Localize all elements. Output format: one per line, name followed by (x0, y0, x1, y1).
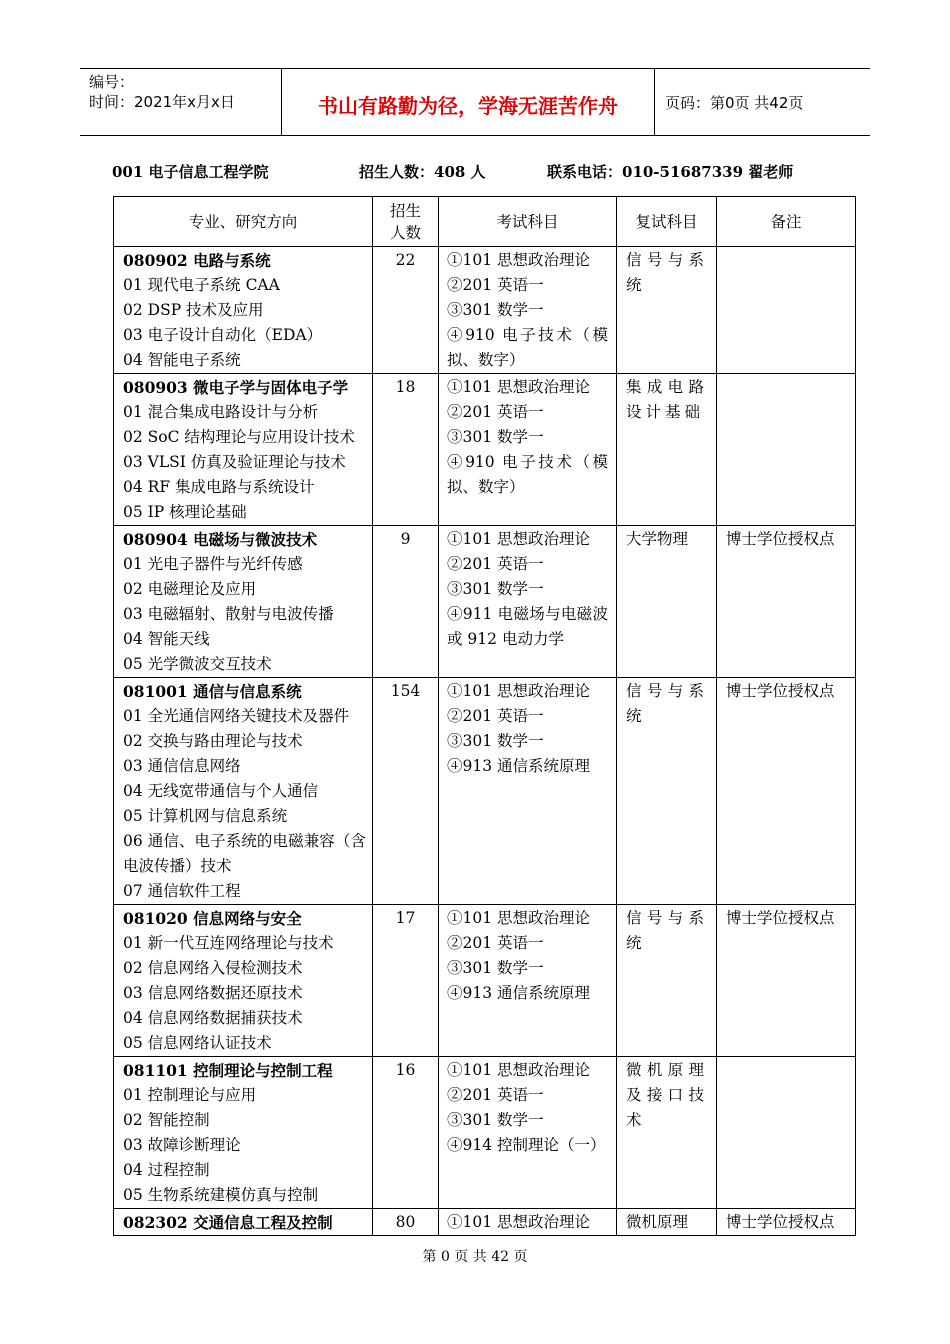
exams-cell (439, 1057, 617, 1209)
retest-cell: 信号与系统 (617, 905, 717, 1057)
note-cell: 博士学位授权点 (717, 678, 856, 905)
exam-subject: ③301 数学一 (447, 1111, 544, 1129)
research-direction: 03 信息网络数据还原技术 (123, 984, 303, 1002)
header-count (373, 197, 439, 247)
exam-subject: ①101 思想政治理论 (447, 1061, 591, 1079)
research-direction: 03 故障诊断理论 (123, 1136, 241, 1154)
exam-subject: ③301 数学一 (447, 959, 544, 977)
exam-subject: ②201 英语一 (447, 555, 544, 573)
exam-subject: ①101 思想政治理论 (447, 530, 591, 548)
research-direction: 02 DSP 技术及应用 (123, 301, 264, 319)
count-cell: 16 (373, 1057, 439, 1209)
note-cell (717, 247, 856, 374)
exam-subject: ④910 电子技术（模拟、数字） (447, 453, 608, 496)
school-info (112, 161, 852, 183)
major-name: 082302 交通信息工程及控制 (123, 1213, 333, 1232)
research-direction: 03 VLSI 仿真及验证理论与技术 (123, 453, 346, 471)
exam-subject: ④913 通信系统原理 (447, 757, 591, 775)
count-cell: 17 (373, 905, 439, 1057)
table-row (114, 247, 856, 374)
major-name: 080902 电路与系统 (123, 251, 271, 270)
table-header-row (114, 197, 856, 247)
header-major: 专业、研究方向 (114, 197, 373, 247)
count-cell: 22 (373, 247, 439, 374)
header-note: 备注 (717, 197, 856, 247)
header-exams: 考试科目 (439, 197, 617, 247)
retest-cell: 大学物理 (617, 526, 717, 678)
research-direction: 01 控制理论与应用 (123, 1086, 257, 1104)
research-direction: 04 过程控制 (123, 1161, 210, 1179)
page-header (80, 68, 870, 136)
exam-subject: ②201 英语一 (447, 707, 544, 725)
count-cell: 9 (373, 526, 439, 678)
number-label: 编号： (89, 73, 135, 91)
note-cell (717, 1057, 856, 1209)
note-cell: 博士学位授权点 (717, 905, 856, 1057)
research-direction: 03 电磁辐射、散射与电波传播 (123, 605, 334, 623)
major-cell (114, 526, 373, 678)
exam-subject: ①101 思想政治理论 (447, 909, 591, 927)
research-direction: 07 通信软件工程 (123, 882, 241, 900)
research-direction: 04 智能电子系统 (123, 351, 241, 369)
research-direction: 05 光学微波交互技术 (123, 655, 272, 673)
major-cell (114, 1057, 373, 1209)
header-meta (80, 69, 282, 135)
note-cell (717, 374, 856, 526)
header-count-text: 招生人数 (389, 201, 421, 242)
major-cell (114, 374, 373, 526)
research-direction: 03 电子设计自动化（EDA） (123, 326, 323, 344)
retest-cell: 微机原理 (617, 1209, 717, 1236)
exam-subject: ③301 数学一 (447, 301, 544, 319)
major-name: 081101 控制理论与控制工程 (123, 1061, 333, 1080)
major-name: 080904 电磁场与微波技术 (123, 530, 318, 549)
count-cell: 154 (373, 678, 439, 905)
header-page-info: 页码：第0页 共42页 (665, 93, 804, 112)
research-direction: 01 新一代互连网络理论与技术 (123, 934, 334, 952)
exam-subject: ②201 英语一 (447, 276, 544, 294)
exams-cell (439, 374, 617, 526)
count-cell: 80 (373, 1209, 439, 1236)
research-direction: 05 计算机网与信息系统 (123, 807, 288, 825)
exam-subject: ①101 思想政治理论 (447, 378, 591, 396)
exam-subject: ①101 思想政治理论 (447, 1213, 591, 1231)
research-direction: 01 现代电子系统 CAA (123, 276, 280, 294)
header-motto: 书山有路勤为径，学海无涯苦作舟 (282, 69, 655, 135)
header-retest: 复试科目 (617, 197, 717, 247)
table-row (114, 526, 856, 678)
exam-subject: ②201 英语一 (447, 934, 544, 952)
exams-cell (439, 247, 617, 374)
research-direction: 02 智能控制 (123, 1111, 210, 1129)
table-row (114, 374, 856, 526)
exams-cell (439, 526, 617, 678)
retest-cell: 微机原理及接口技术 (617, 1057, 717, 1209)
exam-subject: ③301 数学一 (447, 428, 544, 446)
research-direction: 02 交换与路由理论与技术 (123, 732, 303, 750)
research-direction: 02 电磁理论及应用 (123, 580, 257, 598)
program-table (113, 196, 856, 1236)
page-footer: 第 0 页 共 42 页 (422, 1249, 528, 1265)
exam-subject: ④913 通信系统原理 (447, 984, 591, 1002)
exams-cell (439, 905, 617, 1057)
research-direction: 05 IP 核理论基础 (123, 503, 247, 521)
research-direction: 02 信息网络入侵检测技术 (123, 959, 303, 977)
exam-subject: ②201 英语一 (447, 1086, 544, 1104)
exam-subject: ④911 电磁场与电磁波或 912 电动力学 (447, 605, 608, 648)
exam-subject: ①101 思想政治理论 (447, 682, 591, 700)
research-direction: 03 通信信息网络 (123, 757, 241, 775)
exams-cell (439, 678, 617, 905)
table-body (114, 247, 856, 1236)
exam-subject: ①101 思想政治理论 (447, 251, 591, 269)
research-direction: 04 智能天线 (123, 630, 210, 648)
major-name: 081020 信息网络与安全 (123, 909, 302, 928)
research-direction: 01 全光通信网络关键技术及器件 (123, 707, 350, 725)
table-row (114, 905, 856, 1057)
school-name: 001 电子信息工程学院 (112, 163, 269, 181)
exam-subject: ②201 英语一 (447, 403, 544, 421)
exam-subject: ④910 电子技术（模拟、数字） (447, 326, 608, 369)
research-direction: 04 RF 集成电路与系统设计 (123, 478, 315, 496)
note-cell: 博士学位授权点 (717, 1209, 856, 1236)
exam-subject: ③301 数学一 (447, 580, 544, 598)
exams-cell (439, 1209, 617, 1236)
major-cell (114, 678, 373, 905)
table-row (114, 1209, 856, 1236)
retest-cell: 集成电路设计基础 (617, 374, 717, 526)
research-direction: 01 混合集成电路设计与分析 (123, 403, 319, 421)
time-label: 时间：2021年x月x日 (89, 93, 235, 111)
table-row (114, 678, 856, 905)
table-row (114, 1057, 856, 1209)
research-direction: 04 无线宽带通信与个人通信 (123, 782, 319, 800)
major-cell (114, 247, 373, 374)
major-name: 080903 微电子学与固体电子学 (123, 378, 349, 397)
research-direction: 02 SoC 结构理论与应用设计技术 (123, 428, 355, 446)
research-direction: 05 生物系统建模仿真与控制 (123, 1186, 319, 1204)
enroll-count: 招生人数：408 人 (359, 163, 486, 181)
count-cell: 18 (373, 374, 439, 526)
major-cell (114, 1209, 373, 1236)
retest-cell: 信号与系统 (617, 678, 717, 905)
major-name: 081001 通信与信息系统 (123, 682, 302, 701)
research-direction: 05 信息网络认证技术 (123, 1034, 272, 1052)
major-cell (114, 905, 373, 1057)
contact-phone: 联系电话：010-51687339 翟老师 (547, 163, 794, 181)
exam-subject: ③301 数学一 (447, 732, 544, 750)
exam-subject: ④914 控制理论（一） (447, 1136, 606, 1154)
research-direction: 04 信息网络数据捕获技术 (123, 1009, 303, 1027)
note-cell: 博士学位授权点 (717, 526, 856, 678)
research-direction: 01 光电子器件与光纤传感 (123, 555, 303, 573)
retest-cell: 信号与系统 (617, 247, 717, 374)
research-direction: 06 通信、电子系统的电磁兼容（含电波传播）技术 (123, 832, 366, 875)
